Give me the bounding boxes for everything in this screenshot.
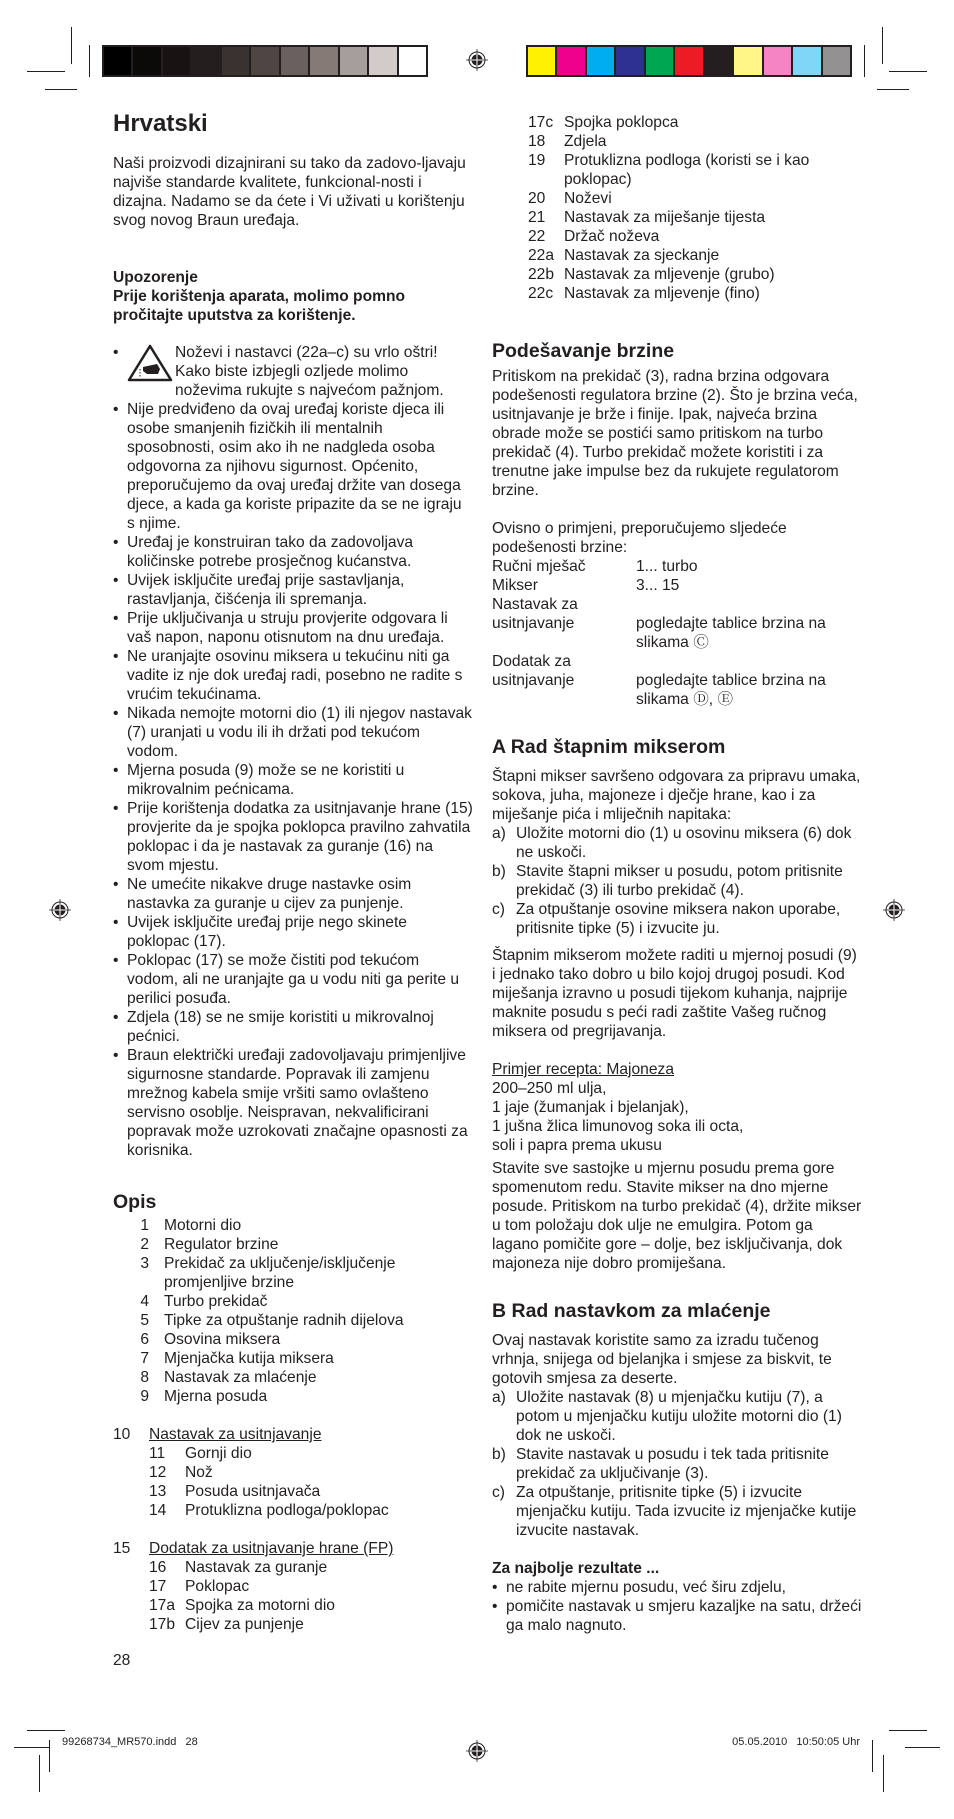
recipe-title: Primjer recepta: Majoneza (492, 1061, 675, 1078)
speed-setting-value: 1... turbo (636, 558, 698, 575)
list-item (113, 1349, 473, 1368)
color-swatch (528, 47, 557, 75)
list-item (528, 265, 862, 284)
warning-item: • Nije predviđeno da ovaj uređaj koriste djeca ili osobe smanjenih fizičkih ili mentalnih sposobnosti, osim ako ih ne nadgleda osoba odgovorna za njihovu sigurnost. Općenito, preporučujemo da ovaj uređaj držite van dosega djece, a kada ga koriste pripazite da se ne igraju s njime. (113, 400, 473, 533)
tips-list (492, 1578, 862, 1635)
step-label: c) (492, 1484, 505, 1501)
part-label: Cijev za punjenje (185, 1616, 304, 1633)
part-label: Tipke za otpuštanje radnih dijelova (164, 1312, 404, 1329)
color-swatch (251, 47, 280, 75)
part-number: 22 (528, 228, 546, 245)
color-swatch (222, 47, 251, 75)
parts-list-continued (492, 113, 862, 303)
part-number: 9 (140, 1388, 149, 1405)
color-swatch (557, 47, 586, 75)
part-label: Prekidač za uključenje/isključenje promjenljive brzine (164, 1255, 396, 1291)
part-label: Turbo prekidač (164, 1293, 268, 1310)
warning-item: • Uređaj je konstruiran tako da zadovoljava količinske potrebe prosječnog kućanstva. (113, 533, 473, 571)
list-item (113, 1387, 473, 1406)
speed-setting-value: pogledajte tablice brzina na slikama Ⓒ (636, 615, 826, 651)
part-label: Gornji dio (185, 1445, 252, 1462)
crop-mark (889, 71, 927, 72)
step-label: a) (492, 825, 506, 842)
ingredient: 1 jaje (žumanjak i bjelanjak), (492, 1099, 689, 1116)
list-item (149, 1615, 473, 1634)
part-number: 1 (140, 1217, 149, 1234)
part-number: 11 (149, 1445, 166, 1462)
part-number: 5 (140, 1312, 149, 1329)
speed-setting-label: Mikser (492, 577, 538, 594)
color-swatch (340, 47, 369, 75)
crop-mark (882, 27, 883, 64)
speed-setting-label: Dodatak za usitnjavanje (492, 653, 575, 689)
part-number: 21 (528, 209, 546, 226)
section-title-opis: Opis (113, 1191, 157, 1213)
part-number: 12 (149, 1464, 167, 1481)
registration-mark-icon (466, 1740, 488, 1762)
section-a-intro: Štapni mikser savršeno odgovara za pripravu umaka, sokova, juha, majoneze i dječje hrane, kao i za miješanje pića i mliječnih napitaka: (492, 768, 861, 823)
part-number: 20 (528, 190, 546, 207)
parts-sublist-15 (113, 1558, 473, 1634)
list-item (528, 246, 862, 265)
warning-item: • Zdjela (18) se ne smije koristiti u mikrovalnoj pećnici. (113, 1008, 473, 1046)
speed-setting-value: 3... 15 (636, 577, 680, 594)
parts-group-10 (113, 1425, 473, 1444)
list-item (113, 1539, 473, 1558)
step-text: Za otpuštanje osovine miksera nakon uporabe, pritisnite tipke (5) i izvucite ju. (516, 901, 841, 937)
warning-item: • Nikada nemojte motorni dio (1) ili njegov nastavak (7) uranjati u vodu ili ih držati pod tekućom vodom. (113, 704, 473, 761)
warning-text: Noževi i nastavci (22a–c) su vrlo oštri! Kako biste izbjegli ozljede molimo noževima rukujte s najvećom pažnjom. (175, 344, 444, 399)
part-label: Nastavak za miješanje tijesta (564, 209, 766, 226)
part-label: Spojka za motorni dio (185, 1597, 335, 1614)
part-number: 18 (528, 133, 546, 150)
list-item (149, 1482, 473, 1501)
color-swatch (675, 47, 704, 75)
part-label: Mjenjačka kutija miksera (164, 1350, 334, 1367)
part-number: 4 (140, 1293, 149, 1310)
part-label: Nastavak za mljevenje (fino) (564, 285, 760, 302)
part-label: Osovina miksera (164, 1331, 281, 1348)
list-item (149, 1558, 473, 1577)
part-label: Nož (185, 1464, 213, 1481)
ingredient: 1 jušna žlica limunovog soka ili octa, (492, 1118, 744, 1135)
bullet: • (113, 344, 119, 361)
step-label: b) (492, 863, 506, 880)
list-item (113, 1254, 473, 1292)
speed-paragraph: Pritiskom na prekidač (3), radna brzina odgovara podešenosti regulatora brzine (2). Što je brzina veća, usitnjavanje je brže i finije. Ipak, najveća brzina obrade može se postići samo pritiskom na turbo prekidač (4). Turbo prekidač možete koristiti i za trenutne jake impulse bez da rukujete regulatorom brzine. (492, 368, 858, 499)
part-number: 17 (149, 1578, 167, 1595)
step-label: a) (492, 1389, 506, 1406)
part-label: Zdjela (564, 133, 607, 150)
step-item (492, 1483, 862, 1540)
color-swatch (281, 47, 310, 75)
part-label: Noževi (564, 190, 612, 207)
part-group-label: Nastavak za usitnjavanje (149, 1426, 322, 1443)
warning-item: • Ne umećite nikakve druge nastavke osim nastavka za guranje u cijev za punjenje. (113, 875, 473, 913)
part-number: 22b (528, 266, 555, 283)
parts-list (113, 1216, 473, 1406)
ingredient: 200–250 ml ulja, (492, 1080, 607, 1097)
part-number: 8 (140, 1369, 149, 1386)
warning-item: • Uvijek isključite uređaj prije sastavljanja, rastavljanja, čišćenja ili spremanja. (113, 571, 473, 609)
step-text: Stavite nastavak u posudu i tek tada pritisnite prekidač za uključivanje (3). (516, 1446, 829, 1482)
warning-item-sharp-blades (113, 343, 473, 400)
list-item (149, 1444, 473, 1463)
section-a-steps (492, 824, 862, 938)
step-label: c) (492, 901, 505, 918)
step-text: Za otpuštanje, pritisnite tipke (5) i izvucite mjenjačku kutiju. Tada izvucite iz mjenjačke kutije izvucite nastavak. (516, 1484, 857, 1539)
warnings-list (113, 400, 473, 1160)
crop-mark (49, 1740, 50, 1772)
part-number: 17a (149, 1597, 176, 1614)
ingredient: soli i papra prema ukusu (492, 1137, 662, 1154)
part-number: 17b (149, 1616, 176, 1633)
part-label: Držač noževa (564, 228, 660, 245)
section-title-b: B Rad nastavkom za mlaćenje (492, 1300, 771, 1322)
footer-filename: 99268734_MR570.indd 28 (62, 1736, 198, 1748)
language-title: Hrvatski (113, 110, 208, 137)
part-label: Posuda usitnjavača (185, 1483, 321, 1500)
grayscale-calibration-bar (102, 45, 428, 77)
tip-item: • ne rabite mjernu posudu, već širu zdjelu, (492, 1578, 862, 1597)
step-item (492, 1445, 862, 1483)
crop-mark (14, 1747, 49, 1748)
crop-mark (71, 27, 72, 64)
color-swatch (587, 47, 616, 75)
warning-subheading: Prije korištenja aparata, molimo pomno pročitajte uputstva za korištenje. (113, 288, 406, 324)
warning-item: • Ne uranjajte osovinu miksera u tekućinu niti ga vadite iz nje dok uređaj radi, posebno ne radite s vrućim tekućinama. (113, 647, 473, 704)
list-item (528, 151, 862, 189)
warning-item: • Mjerna posuda (9) može se ne koristiti u mikrovalnim pećnicama. (113, 761, 473, 799)
color-swatch (616, 47, 645, 75)
section-b-steps (492, 1388, 862, 1540)
section-title-speed: Podešavanje brzine (492, 340, 675, 362)
registration-mark-icon (49, 899, 71, 921)
speed-setting-value: pogledajte tablice brzina na slikama Ⓓ, Ⓔ (636, 672, 826, 708)
list-item (113, 1425, 473, 1444)
part-number: 6 (140, 1331, 149, 1348)
part-group-label: Dodatak za usitnjavanje hrane (FP) (149, 1540, 394, 1557)
color-swatch (104, 47, 133, 75)
step-item (492, 1388, 862, 1445)
section-title-a: A Rad štapnim mikserom (492, 736, 726, 758)
warning-heading: Upozorenje (113, 269, 198, 286)
part-number: 15 (113, 1540, 131, 1557)
list-item (149, 1501, 473, 1520)
step-text: Uložite motorni dio (1) u osovinu miksera (6) dok ne uskoči. (516, 825, 852, 861)
part-number: 13 (149, 1483, 167, 1500)
part-label: Nastavak za mlaćenje (164, 1369, 317, 1386)
part-number: 22c (528, 285, 554, 302)
crop-mark (905, 1747, 940, 1748)
list-item (113, 1368, 473, 1387)
registration-mark-icon (466, 49, 488, 71)
footer-timestamp: 05.05.2010 10:50:05 Uhr (732, 1736, 860, 1748)
warning-item: • Uvijek isključite uređaj prije nego skinete poklopac (17). (113, 913, 473, 951)
list-item (528, 284, 862, 303)
list-item (528, 189, 862, 208)
intro-paragraph: Naši proizvodi dizajnirani su tako da zadovo-ljavaju najviše standarde kvalitete, funkcional-nosti i dizajna. Nadamo se da ćete i Vi uživati u korištenju svog novog Braun uređaja. (113, 155, 466, 229)
step-text: Uložite nastavak (8) u mjenjačku kutiju (7), a potom u mjenjačku kutiju uložite motorni dio (1) dok ne uskoči. (516, 1389, 842, 1444)
crop-mark (89, 45, 90, 77)
parts-group-15 (113, 1539, 473, 1558)
part-label: Protuklizna podloga (koristi se i kao poklopac) (564, 152, 810, 188)
recipe-ingredients (492, 1079, 862, 1155)
list-item (113, 1216, 473, 1235)
color-swatch (310, 47, 339, 75)
part-label: Regulator brzine (164, 1236, 279, 1253)
list-item (528, 208, 862, 227)
color-swatch (399, 47, 426, 75)
color-swatch (133, 47, 162, 75)
part-number: 17c (528, 114, 554, 131)
speed-setting-label: Nastavak za usitnjavanje (492, 596, 578, 632)
part-number: 16 (149, 1559, 167, 1576)
color-swatch (793, 47, 822, 75)
list-item (113, 1330, 473, 1349)
list-item (113, 1311, 473, 1330)
part-label: Mjerna posuda (164, 1388, 268, 1405)
speed-intro: Ovisno o primjeni, preporučujemo sljedeće podešenosti brzine: (492, 520, 787, 556)
step-item (492, 862, 862, 900)
step-item (492, 900, 862, 938)
part-number: 3 (140, 1255, 149, 1272)
tips-title: Za najbolje rezultate ... (492, 1560, 660, 1577)
color-swatch (646, 47, 675, 75)
part-label: Motorni dio (164, 1217, 242, 1234)
speed-setting-label: Ručni mješač (492, 558, 586, 575)
right-column (492, 113, 862, 1635)
part-label: Spojka poklopca (564, 114, 679, 131)
warning-item: • Prije uključivanja u struju provjerite odgovara li vaš napon, naponu otisnutom na dnu uređaja. (113, 609, 473, 647)
color-calibration-bar (526, 45, 852, 77)
recipe-method: Stavite sve sastojke u mjernu posudu prema gore spomenutom redu. Stavite mikser na dno mjerne posude. Pritiskom na turbo prekidač (4), držite mikser u tom položaju dok ulje ne emulgira. Potom ga lagano pomičite gore – dolje, bez isključivanja, dok majoneza nije dobro promiješana. (492, 1160, 862, 1272)
list-item (149, 1596, 473, 1615)
sharp-blade-warning-icon (127, 343, 173, 383)
warning-item: • Braun električki uređaji zadovoljavaju primjenljive sigurnosne standarde. Popravak ili zamjenu mrežnog kabela smije vršiti samo ovlašteno servisno osoblje. Neispravan, nekvalificirani popravak može uzrokovati značajne opasnosti za korisnika. (113, 1046, 473, 1160)
part-number: 10 (113, 1426, 131, 1443)
registration-mark-icon (883, 899, 905, 921)
part-number: 14 (149, 1502, 167, 1519)
part-number: 7 (140, 1350, 149, 1367)
list-item (149, 1463, 473, 1482)
part-number: 2 (140, 1236, 149, 1253)
list-item (113, 1235, 473, 1254)
part-label: Poklopac (185, 1578, 250, 1595)
step-label: b) (492, 1446, 506, 1463)
step-text: Stavite štapni mikser u posudu, potom pritisnite prekidač (3) ili turbo prekidač (4). (516, 863, 843, 899)
color-swatch (705, 47, 734, 75)
color-swatch (369, 47, 398, 75)
color-swatch (734, 47, 763, 75)
part-number: 19 (528, 152, 546, 169)
step-item (492, 824, 862, 862)
crop-mark (27, 1730, 65, 1731)
warning-item: • Prije korištenja dodatka za usitnjavanje hrane (15) provjerite da je spojka poklopca pravilno zahvatila poklopac i da je nastavak za guranje (16) na svom mjestu. (113, 799, 473, 875)
crop-mark (889, 1730, 927, 1731)
list-item (528, 132, 862, 151)
crop-mark (877, 89, 909, 90)
section-a-paragraph: Štapnim mikserom možete raditi u mjernoj posudi (9) i jednako tako dobro u bilo kojoj drugoj posudi. Kod miješanja izravno u posudi tijekom kuhanja, najprije maknite posudu s peći radi zaštite Vašeg ručnog miksera od pregrijavanja. (492, 947, 857, 1040)
crop-mark (39, 1755, 40, 1792)
list-item (528, 113, 862, 132)
page-number: 28 (113, 1652, 131, 1669)
crop-mark (27, 71, 65, 72)
part-label: Protuklizna podloga/poklopac (185, 1502, 389, 1519)
color-swatch (764, 47, 793, 75)
part-label: Nastavak za sjeckanje (564, 247, 720, 264)
crop-mark (864, 45, 865, 77)
part-label: Nastavak za mljevenje (grubo) (564, 266, 775, 283)
list-item (149, 1577, 473, 1596)
list-item (528, 227, 862, 246)
tip-item: • pomičite nastavak u smjeru kazaljke na satu, držeći ga malo nagnuto. (492, 1597, 862, 1635)
speed-settings-table (492, 557, 862, 709)
color-swatch (163, 47, 192, 75)
list-item (113, 1292, 473, 1311)
part-number: 22a (528, 247, 555, 264)
part-label: Nastavak za guranje (185, 1559, 328, 1576)
section-b-intro: Ovaj nastavak koristite samo za izradu tučenog vrhnja, snijega od bjelanjka i smjese za biskvit, te gotovih smjesa za deserte. (492, 1332, 832, 1387)
warning-item: • Poklopac (17) se može čistiti pod tekućom vodom, ali ne uranjajte ga u vodu niti ga perite u perilici posuđa. (113, 951, 473, 1008)
color-swatch (823, 47, 850, 75)
left-column (113, 110, 473, 1670)
parts-sublist-10 (113, 1444, 473, 1520)
color-swatch (192, 47, 221, 75)
crop-mark (45, 89, 77, 90)
crop-mark (883, 1755, 884, 1792)
crop-mark (872, 1740, 873, 1772)
